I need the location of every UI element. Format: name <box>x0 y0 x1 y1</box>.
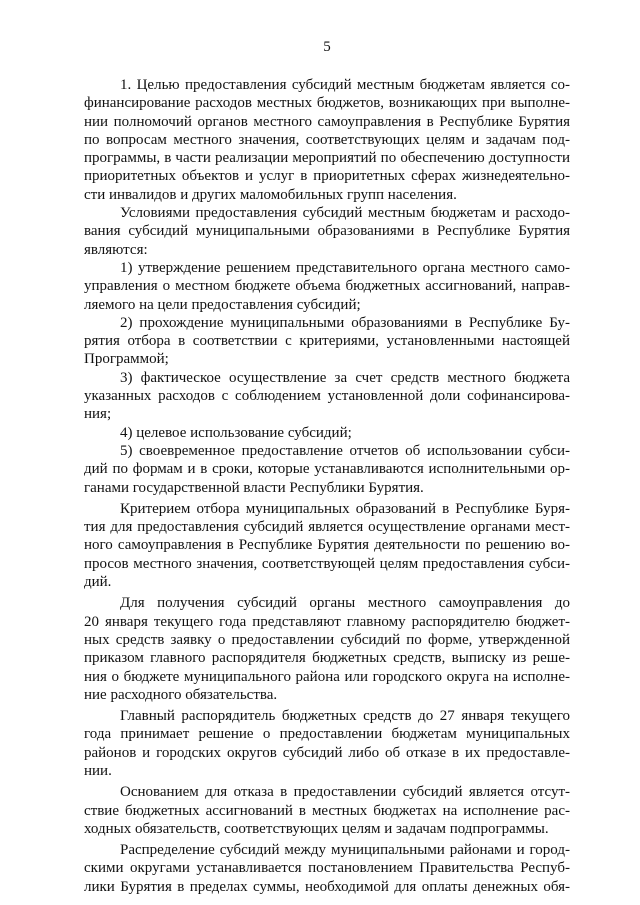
text-line: дий. <box>84 574 112 591</box>
paragraph-6 <box>84 424 570 442</box>
text-line: 1) утверждение решением представительного органа местного само- <box>120 259 570 276</box>
text-line: ного самоуправления в Республике Бурятия деятельности по решению во- <box>84 537 570 554</box>
text-line: Распределение субсидий между муниципальными районами и город- <box>120 842 570 859</box>
text-line: ния; <box>84 406 112 423</box>
text-line: ляемого на цели предоставления субсидий; <box>84 296 361 313</box>
paragraph-2 <box>84 204 570 259</box>
text-line: ния о бюджете муниципального района или городского округа на исполне- <box>84 668 570 685</box>
text-line: ходных обязательств, соответствующих целям и задачам подпрограммы. <box>84 820 549 837</box>
text-line: указанных расходов с соблюдением установленной доли софинансирова- <box>84 388 570 405</box>
paragraph-3 <box>84 259 570 314</box>
text-line: 4) целевое использование субсидий; <box>120 424 352 441</box>
paragraph-9 <box>84 594 570 704</box>
text-line: управления о местном бюджете объема бюджетных ассигнований, направ- <box>84 278 570 295</box>
paragraph-10 <box>84 707 570 780</box>
text-line: 2) прохождение муниципальными образованиями в Республике Бу- <box>120 314 570 331</box>
text-line: 3) фактическое осуществление за счет средств местного бюджета <box>120 369 570 386</box>
text-line: вания субсидий муниципальными образованиями в Республике Бурятия <box>84 223 570 240</box>
text-line: года принимает решение о предоставлении бюджетам муниципальных <box>84 726 570 743</box>
text-line: по вопросам местного значения, соответствующих целям и задачам под- <box>84 131 570 148</box>
text-line: программы, в части реализации мероприятий по обеспечению доступности <box>84 150 570 167</box>
paragraph-12 <box>84 841 570 896</box>
text-line: приоритетных объектов и услуг в приоритетных сферах жизнедеятельно- <box>84 168 570 185</box>
text-line: являются: <box>84 241 148 258</box>
document-body <box>84 76 570 896</box>
text-line: ние расходного обязательства. <box>84 686 278 703</box>
text-line: скими округами устанавливается постановлением Правительства Респуб- <box>84 860 570 877</box>
text-line: дий по формам и в сроки, которые устанавливаются исполнительными ор- <box>84 461 570 478</box>
text-line: ных средств заявку о предоставлении субсидий по форме, утвержденной <box>84 631 570 648</box>
text-line: районов и городских округов субсидий либо об отказе в их предоставле- <box>84 744 570 761</box>
text-line: 5) своевременное предоставление отчетов об использовании субси- <box>120 442 570 459</box>
text-line: ствие бюджетных ассигнований в местных бюджетах на исполнение рас- <box>84 802 570 819</box>
paragraph-4 <box>84 314 570 369</box>
text-line: Главный распорядитель бюджетных средств до 27 января текущего <box>120 708 570 725</box>
text-line: просов местного значения, соответствующей целям предоставления субси- <box>84 555 570 572</box>
text-line: лики Бурятия в пределах суммы, необходимой для оплаты денежных обя- <box>84 878 570 895</box>
text-line: нии полномочий органов местного самоуправления в Республике Бурятия <box>84 113 570 130</box>
text-line: нии. <box>84 762 112 779</box>
text-line: 1. Целью предоставления субсидий местным бюджетам является со- <box>120 77 570 93</box>
text-line: Условиями предоставления субсидий местным бюджетам и расходо- <box>120 205 570 222</box>
text-line: ганами государственной власти Республики Бурятия. <box>84 479 424 496</box>
text-line: сти инвалидов и других маломобильных групп населения. <box>84 186 457 203</box>
paragraph-11 <box>84 783 570 838</box>
text-line: финансирование расходов местных бюджетов, возникающих при выполне- <box>84 95 570 112</box>
text-line: рятия отбора в соответствии с критериями, установленными настоящей <box>84 333 570 350</box>
text-line: Для получения субсидий органы местного самоуправления до <box>120 595 570 612</box>
text-line: тия для предоставления субсидий является осуществление органами мест- <box>84 519 570 536</box>
paragraph-7 <box>84 442 570 497</box>
text-line: 20 января текущего года представляют главному распорядителю бюджет- <box>84 613 570 630</box>
paragraph-1 <box>84 76 570 204</box>
text-line: Критерием отбора муниципальных образований в Республике Буря- <box>120 500 570 517</box>
page-number: 5 <box>323 39 331 55</box>
text-line: Основанием для отказа в предоставлении субсидий является отсут- <box>120 784 570 801</box>
paragraph-8 <box>84 500 570 591</box>
text-line: Программой; <box>84 351 169 368</box>
text-line: приказом главного распорядителя бюджетных средств, выписку из реше- <box>84 650 570 667</box>
paragraph-5 <box>84 369 570 424</box>
